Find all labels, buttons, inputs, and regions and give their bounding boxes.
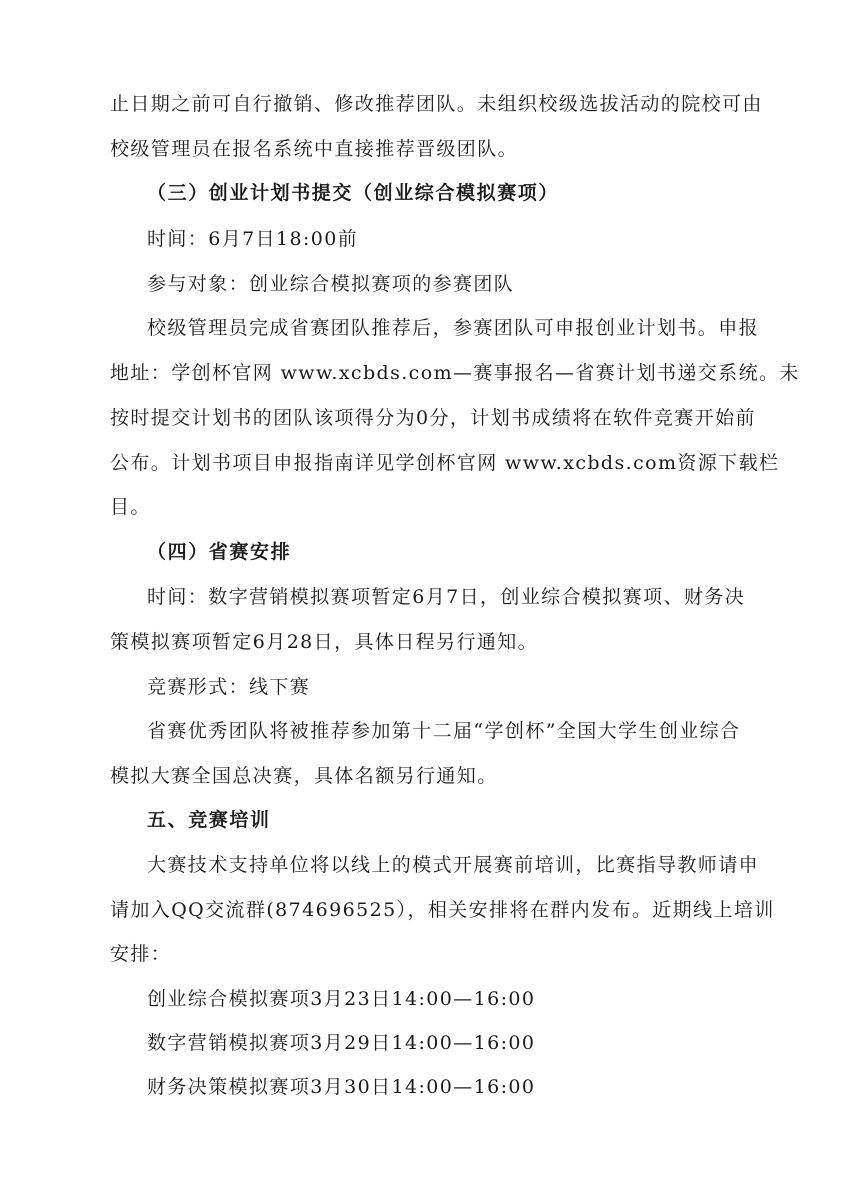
- schedule-item: 数字营销模拟赛项3月29日14:00—16:00: [147, 1032, 536, 1054]
- paragraph-line: 校级管理员完成省赛团队推荐后，参赛团队可申报创业计划书。申报: [147, 317, 760, 339]
- paragraph-line: 安排：: [110, 943, 172, 965]
- paragraph-line: 模拟大赛全国总决赛，具体名额另行通知。: [110, 765, 498, 787]
- paragraph-line: 按时提交计划书的团队该项得分为0分，计划书成绩将在软件竞赛开始前: [110, 407, 756, 429]
- section-heading-provincial: （四）省赛安排: [147, 541, 292, 563]
- paragraph-line: 请加入QQ交流群(874696525），相关安排将在群内发布。近期线上培训: [110, 899, 775, 921]
- section-heading-business-plan: （三）创业计划书提交（创业综合模拟赛项）: [147, 182, 560, 204]
- paragraph-line: 地址：学创杯官网 www.xcbds.com—赛事报名—省赛计划书递交系统。未: [110, 362, 800, 384]
- paragraph-line: 时间：数字营销模拟赛项暂定6月7日，创业综合模拟赛项、财务决: [147, 586, 746, 608]
- schedule-item: 创业综合模拟赛项3月23日14:00—16:00: [147, 988, 536, 1010]
- paragraph-line: 参与对象：创业综合模拟赛项的参赛团队: [147, 273, 515, 295]
- paragraph-line: 竞赛形式：线下赛: [147, 676, 311, 698]
- paragraph-line: 目。: [110, 496, 151, 518]
- paragraph-line: 止日期之前可自行撤销、修改推荐团队。未组织校级选拔活动的院校可由: [110, 93, 763, 115]
- schedule-item: 财务决策模拟赛项3月30日14:00—16:00: [147, 1076, 536, 1098]
- paragraph-line: 策模拟赛项暂定6月28日，具体日程另行通知。: [110, 631, 539, 653]
- section-heading-training: 五、竞赛培训: [147, 809, 271, 831]
- paragraph-line: 省赛优秀团队将被推荐参加第十二届“学创杯”全国大学生创业综合: [147, 720, 741, 742]
- paragraph-line: 大赛技术支持单位将以线上的模式开展赛前培训，比赛指导教师请申: [147, 854, 760, 876]
- paragraph-line: 公布。计划书项目申报指南详见学创杯官网 www.xcbds.com资源下载栏: [110, 452, 780, 474]
- paragraph-line: 时间：6月7日18:00前: [147, 228, 359, 250]
- paragraph-line: 校级管理员在报名系统中直接推荐晋级团队。: [110, 138, 519, 160]
